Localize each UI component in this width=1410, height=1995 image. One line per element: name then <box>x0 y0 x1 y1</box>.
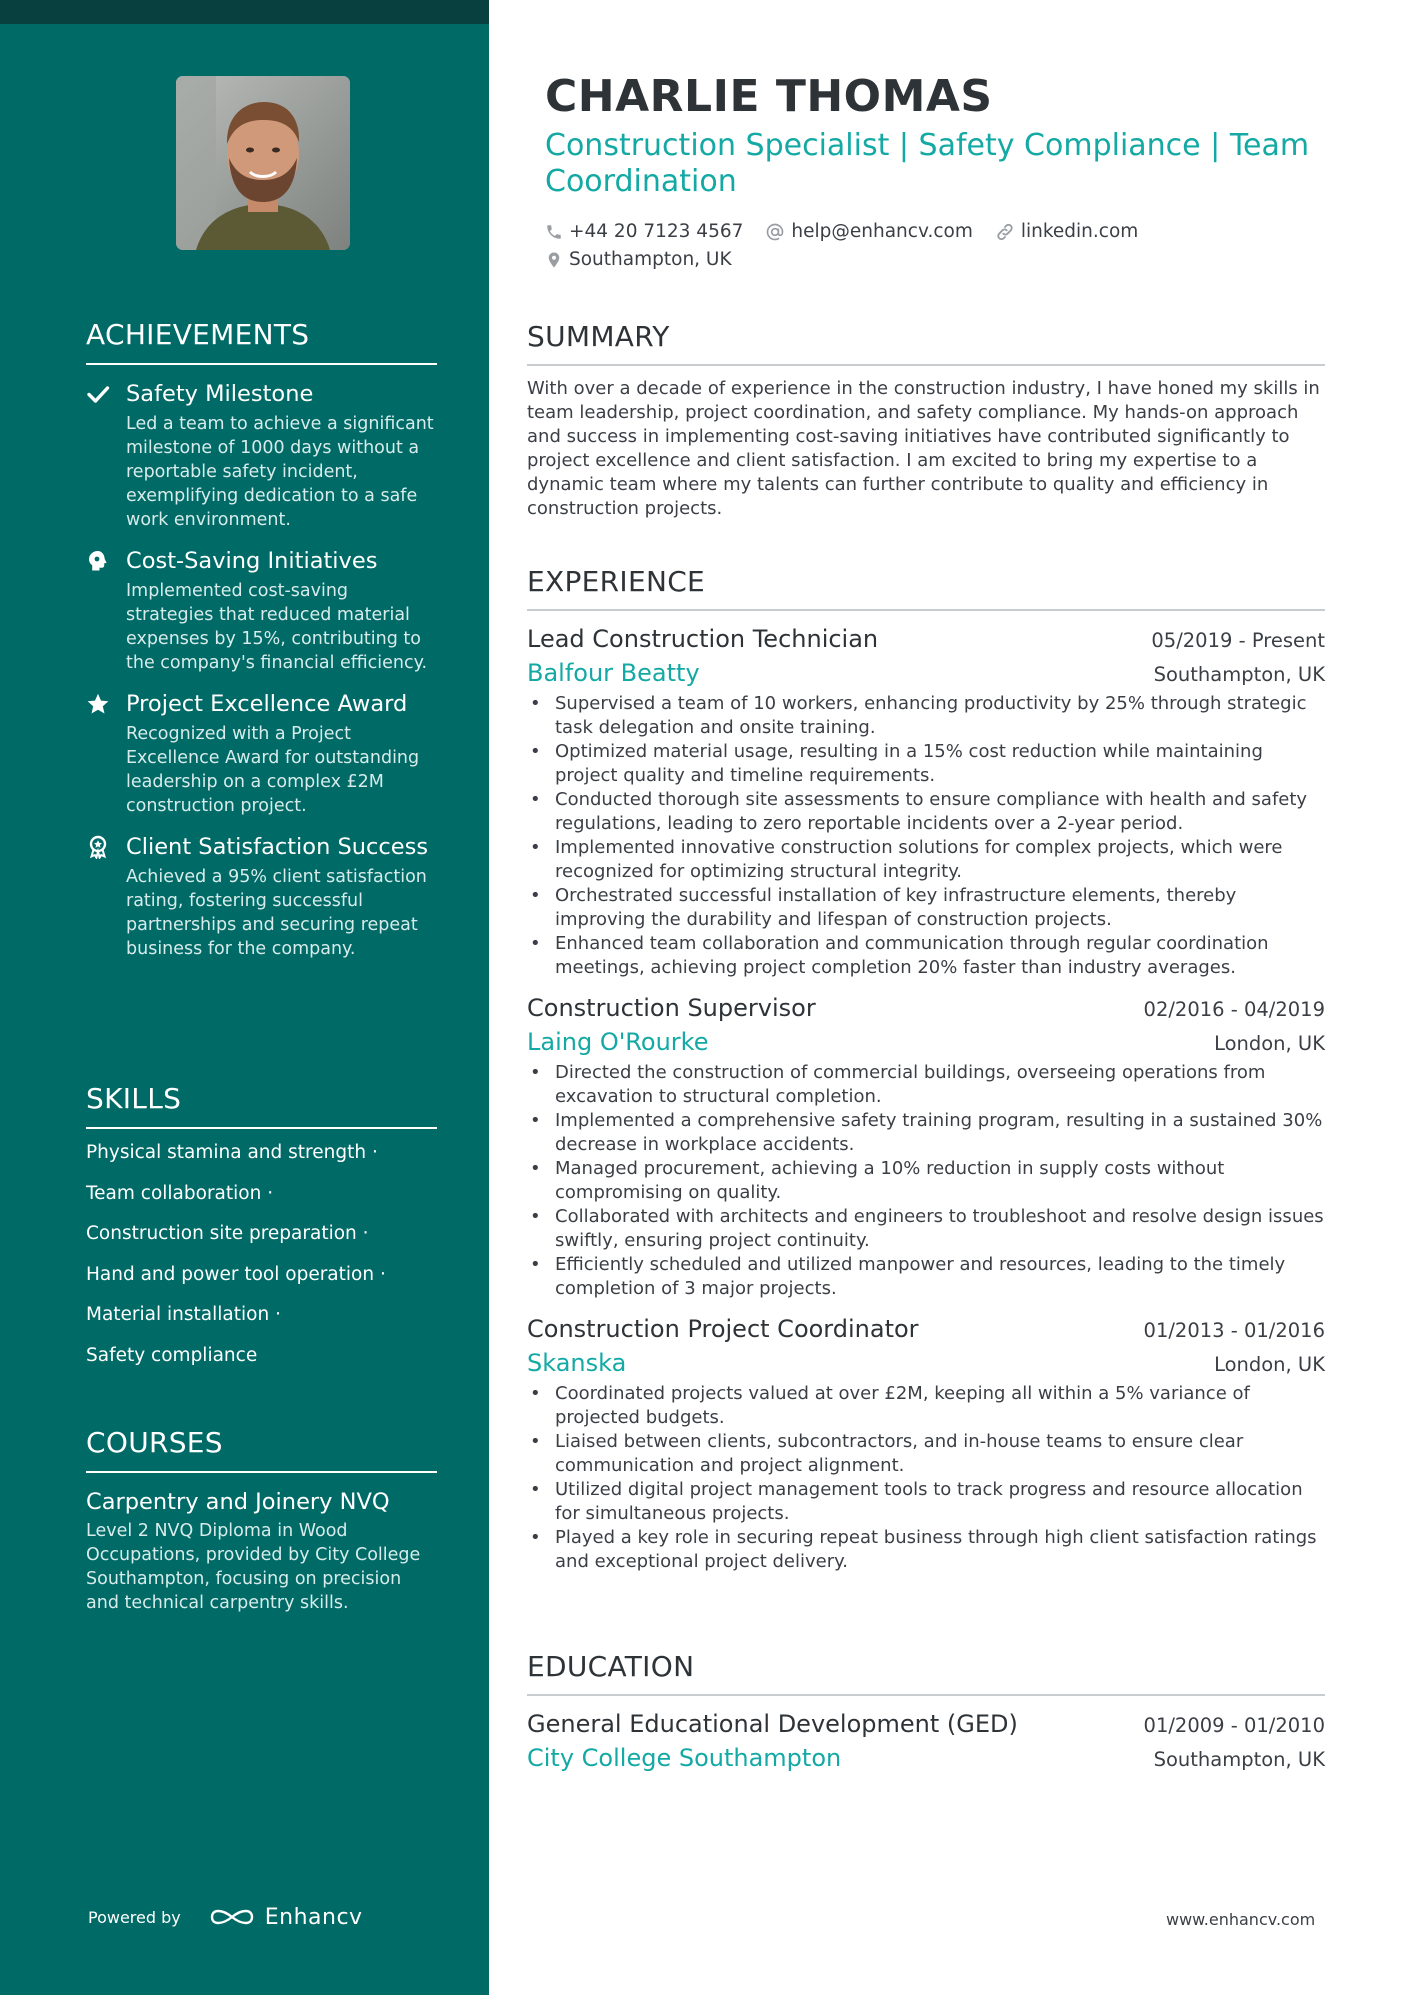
achievement-item <box>86 379 437 532</box>
education-heading: EDUCATION <box>527 1650 1325 1696</box>
job-bullets <box>527 1382 1325 1574</box>
job-bullets <box>527 1061 1325 1301</box>
job-company-row <box>527 656 1325 690</box>
achievements-section <box>86 318 437 961</box>
phone-contact[interactable] <box>545 218 743 246</box>
job-bullet: • Orchestrated successful installation of key infrastructure elements, thereby improving the durability and lifespan of construction projects. <box>527 884 1325 932</box>
job-bullet: • Played a key role in securing repeat business through high client satisfaction ratings and exceptional project delivery. <box>527 1526 1325 1574</box>
contact-row <box>545 218 1325 246</box>
email-text: help@enhancv.com <box>791 221 973 242</box>
check-icon <box>86 382 110 406</box>
job-company-row <box>527 1025 1325 1059</box>
job-title: Lead Construction Technician <box>527 625 879 653</box>
skill-item: Physical stamina and strength · <box>86 1142 378 1163</box>
achievement-title: Safety Milestone <box>126 381 314 407</box>
job-title: Construction Supervisor <box>527 994 816 1022</box>
linkedin-text: linkedin.com <box>1020 221 1139 242</box>
job-bullet: • Optimized material usage, resulting in a 15% cost reduction while maintaining project quality and timeline requirements. <box>527 740 1325 788</box>
job-location: London, UK <box>1214 1032 1325 1055</box>
contact-row <box>545 246 1325 274</box>
skill-item: Team collaboration · <box>86 1182 274 1204</box>
job-location: Southampton, UK <box>1153 663 1325 686</box>
award-icon <box>86 835 110 859</box>
education-header-row <box>527 1707 1325 1741</box>
course-desc: Level 2 NVQ Diploma in Wood Occupations, provided by City College Southampton, focusing on precision and technical carpentry skills. <box>86 1521 421 1613</box>
location-text: Southampton, UK <box>569 249 732 270</box>
sidebar-top-bar <box>0 0 489 24</box>
job-title: Construction Project Coordinator <box>527 1315 919 1343</box>
job-bullet: • Coordinated projects valued at over £2M, keeping all within a 5% variance of projected budgets. <box>527 1382 1325 1430</box>
education-section <box>527 1650 1325 1775</box>
achievement-desc: Implemented cost-saving strategies that reduced material expenses by 15%, contributing to the company's financial efficiency. <box>126 581 428 673</box>
skills-heading: SKILLS <box>86 1082 437 1129</box>
star-icon <box>86 692 110 716</box>
summary-section <box>527 320 1325 521</box>
powered-by <box>88 1904 363 1930</box>
link-icon <box>995 222 1015 242</box>
courses-section <box>86 1426 437 1615</box>
achievement-title: Cost-Saving Initiatives <box>126 548 378 574</box>
skill-item: Hand and power tool operation · <box>86 1263 386 1285</box>
job-bullet: • Collaborated with architects and engineers to troubleshoot and resolve design issues swiftly, ensuring project continuity. <box>527 1205 1325 1253</box>
job-location: London, UK <box>1214 1353 1325 1376</box>
experience-section <box>527 565 1325 1574</box>
job-company: Laing O'Rourke <box>527 1028 709 1056</box>
achievement-title: Project Excellence Award <box>126 691 408 717</box>
job-bullet: • Enhanced team collaboration and communication through regular coordination meetings, achieving project completion 20% faster than industry averages. <box>527 932 1325 980</box>
profile-photo <box>176 76 350 250</box>
job-date: 01/2013 - 01/2016 <box>1143 1319 1325 1342</box>
sidebar <box>0 0 489 1995</box>
education-degree: General Educational Development (GED) <box>527 1710 1018 1738</box>
job-company: Skanska <box>527 1349 627 1377</box>
at-icon <box>765 222 785 242</box>
summary-text: With over a decade of experience in the construction industry, I have honed my skills in team leadership, project coordination, and safety compliance. My hands-on approach and success in implementing cost-saving initiatives have contributed significantly to project excellence and client satisfaction. I am excited to bring my expertise to a dynamic team where my talents can further contribute to quality and efficiency in construction projects. <box>527 378 1320 519</box>
skill-item: Material installation · <box>86 1304 281 1325</box>
job-company-row <box>527 1346 1325 1380</box>
achievement-desc: Achieved a 95% client satisfaction rating, fostering successful partnerships and securing repeat business for the company. <box>126 867 427 959</box>
brain-icon <box>86 549 110 573</box>
education-entry <box>527 1707 1325 1775</box>
job-bullet: • Conducted thorough site assessments to ensure compliance with health and safety regulations, leading to zero reportable incidents over a 2-year period. <box>527 788 1325 836</box>
job-date: 05/2019 - Present <box>1151 629 1325 652</box>
job-header-row <box>527 991 1325 1025</box>
education-location: Southampton, UK <box>1153 1748 1325 1771</box>
location-contact <box>545 246 732 274</box>
location-pin-icon <box>545 251 563 269</box>
job-bullet: • Efficiently scheduled and utilized manpower and resources, leading to the timely completion of 3 major projects. <box>527 1253 1325 1301</box>
job-header-row <box>527 1312 1325 1346</box>
job-bullet: • Implemented a comprehensive safety training program, resulting in a sustained 30% decrease in workplace accidents. <box>527 1109 1325 1157</box>
job-bullet: • Supervised a team of 10 workers, enhancing productivity by 25% through strategic task delegation and onsite training. <box>527 692 1325 740</box>
job-bullet: • Liaised between clients, subcontractors, and in-house teams to ensure clear communication and project alignment. <box>527 1430 1325 1478</box>
job-entry <box>527 1312 1325 1574</box>
phone-text: +44 20 7123 4567 <box>569 221 744 242</box>
skill-item: Safety compliance <box>86 1344 258 1366</box>
job-company: Balfour Beatty <box>527 659 700 687</box>
candidate-name: CHARLIE THOMAS <box>545 71 993 122</box>
profile-photo-image <box>176 76 350 250</box>
achievement-item <box>86 832 437 961</box>
job-date: 02/2016 - 04/2019 <box>1143 998 1325 1021</box>
job-bullet: • Utilized digital project management tools to track progress and resource allocation for simultaneous projects. <box>527 1478 1325 1526</box>
enhancv-logo-icon <box>209 1904 255 1930</box>
powered-by-label: Powered by <box>88 1907 181 1927</box>
education-school-row <box>527 1741 1325 1775</box>
linkedin-contact[interactable] <box>995 218 1138 246</box>
enhancv-logo[interactable] <box>209 1904 363 1930</box>
job-entry <box>527 622 1325 980</box>
achievement-desc: Led a team to achieve a significant milestone of 1000 days without a reportable safety incident, exemplifying dedication to a safe work environment. <box>126 414 434 530</box>
job-bullet: • Implemented innovative construction solutions for complex projects, which were recognized for optimizing structural integrity. <box>527 836 1325 884</box>
resume-header <box>545 70 1325 274</box>
email-contact[interactable] <box>765 218 972 246</box>
phone-icon <box>545 223 563 241</box>
job-bullet: • Managed procurement, achieving a 10% reduction in supply costs without compromising on quality. <box>527 1157 1325 1205</box>
candidate-title: Construction Specialist | Safety Compliance | Team Coordination <box>545 128 1310 199</box>
job-header-row <box>527 622 1325 656</box>
skill-item: Construction site preparation · <box>86 1223 369 1244</box>
footer-url[interactable]: www.enhancv.com <box>1166 1910 1316 1929</box>
achievement-item <box>86 689 437 818</box>
job-bullet: • Directed the construction of commercial buildings, overseeing operations from excavation to structural completion. <box>527 1061 1325 1109</box>
education-date: 01/2009 - 01/2010 <box>1143 1714 1325 1737</box>
achievement-desc: Recognized with a Project Excellence Award for outstanding leadership on a complex £2M construction project. <box>126 724 420 816</box>
course-title: Carpentry and Joinery NVQ <box>86 1489 390 1515</box>
skills-section <box>86 1082 437 1384</box>
summary-heading: SUMMARY <box>527 320 1325 366</box>
contact-info <box>545 218 1325 274</box>
education-school: City College Southampton <box>527 1744 842 1772</box>
achievements-heading: ACHIEVEMENTS <box>86 318 437 365</box>
job-bullets <box>527 692 1325 980</box>
courses-heading: COURSES <box>86 1426 437 1473</box>
achievement-item <box>86 546 437 675</box>
enhancv-brand-text: Enhancv <box>264 1904 363 1930</box>
experience-heading: EXPERIENCE <box>527 565 1325 611</box>
achievement-title: Client Satisfaction Success <box>126 834 429 860</box>
job-entry <box>527 991 1325 1301</box>
skills-list <box>86 1141 437 1368</box>
